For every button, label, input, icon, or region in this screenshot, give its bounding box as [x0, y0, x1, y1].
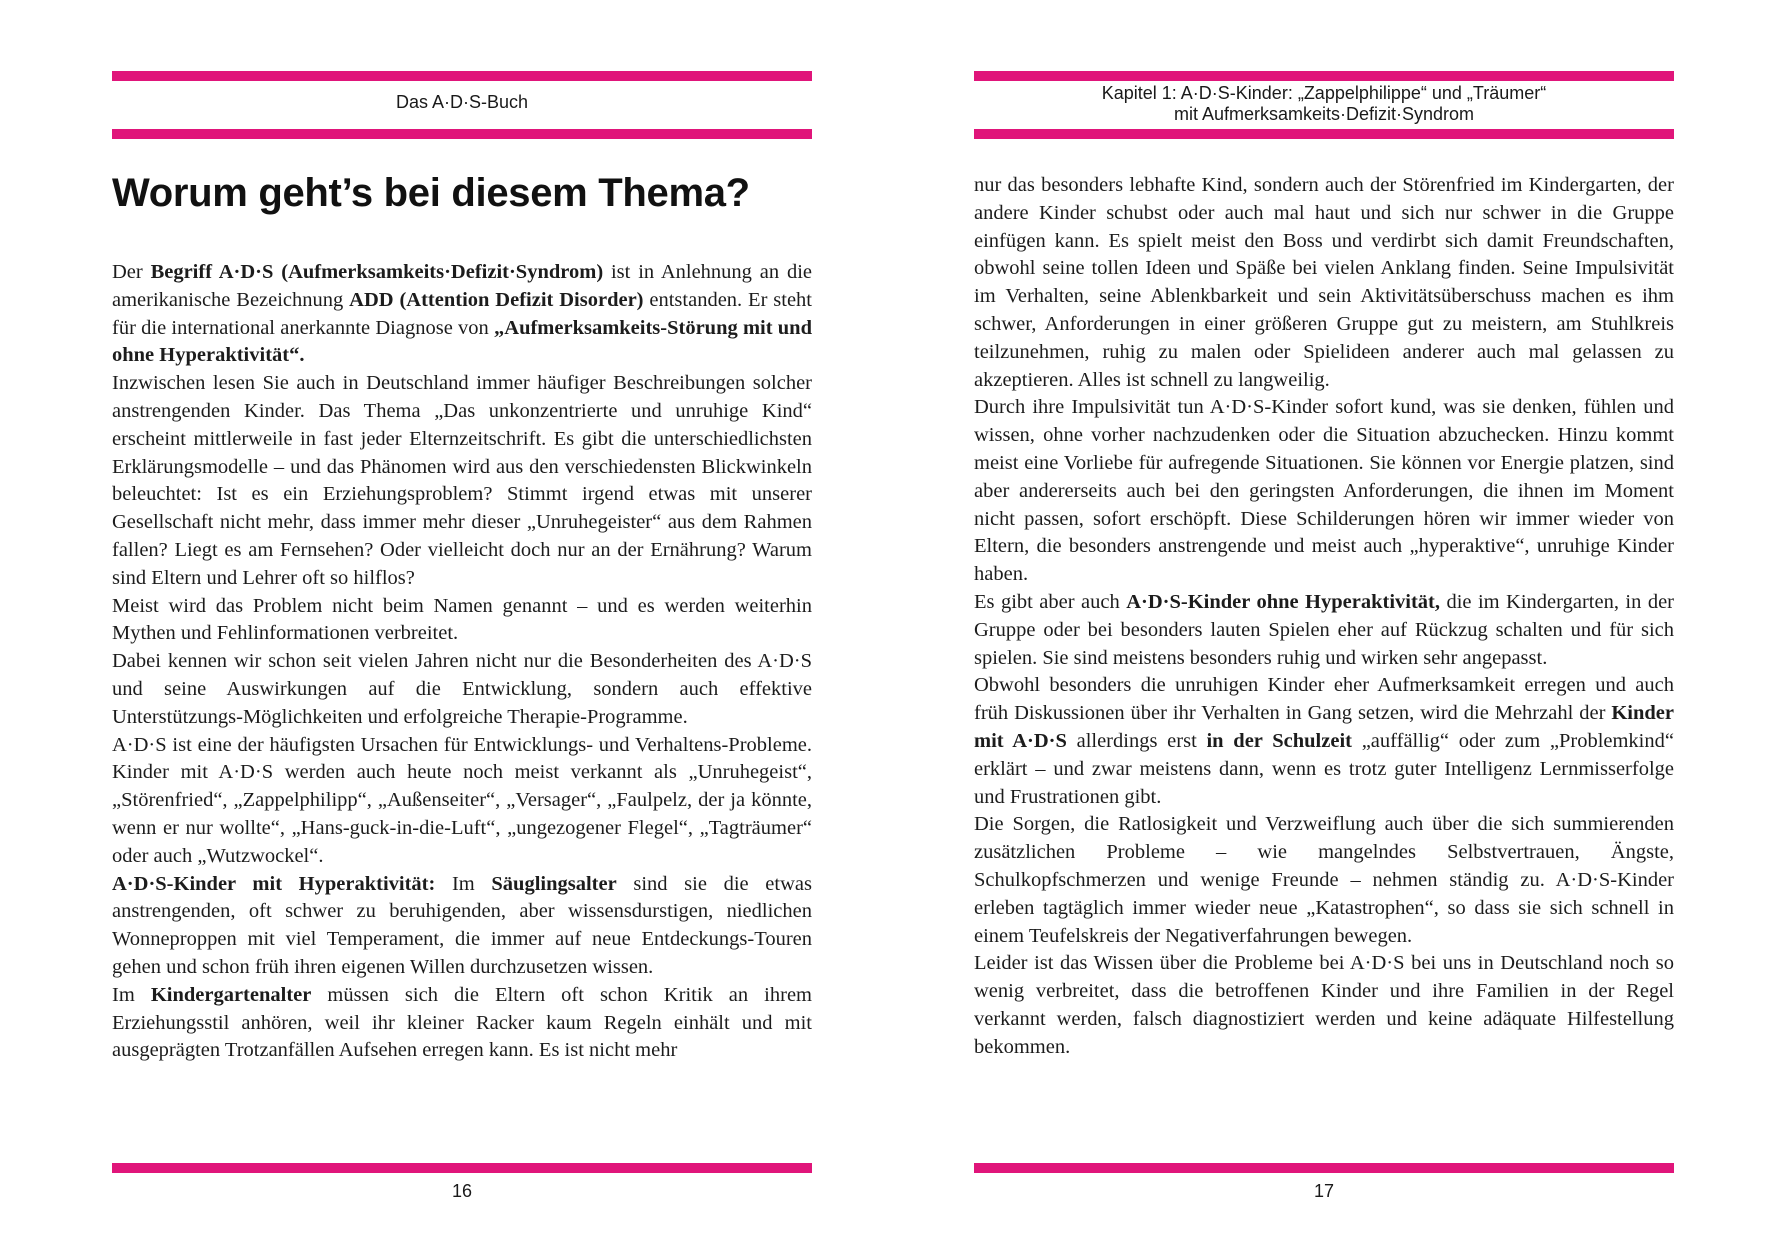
page-number: 17	[1313, 1181, 1335, 1201]
paragraph	[974, 950, 1674, 1061]
text-run: Es gibt aber auch	[974, 590, 1127, 613]
bold-text: A·D·S-Kinder ohne Hyperaktivität,	[1126, 590, 1440, 613]
text-run: nur das besonders lebhafte Kind, sondern auch der Störenfried im Kindergarten, der andere Kinder schubst oder auch mal haut und sich nur schwer in die Gruppe einfügen kann. Es spielt meist den Boss und verdirbt sich damit Freundschaften, obwohl seine tollen Ideen und Späße bei vielen Anklang finden. Seine Impulsivität im Verhalten, seine Ablenkbarkeit und sein Aktivitätsüberschuss machen es ihm schwer, Anforderungen in einer größeren Gruppe gut zu meistern, am Stuhlkreis teilzunehmen, ruhig zu malen oder Spielideen anderer auch mal gelassen zu akzeptieren. Alles ist schnell zu langweilig.	[974, 174, 1674, 391]
bold-text: „Aufmerksamkeits-Störung mit und ohne Hyperaktivität“.	[112, 316, 812, 367]
text-run: Inzwischen lesen Sie auch in Deutschland immer häufiger Beschreibungen solcher anstrengenden Kinder. Das Thema „Das unkonzentrierte und unruhige Kind“ erscheint mittlerweile in fast jeder Elternzeitschrift. Es gibt die unterschiedlichsten Erklärungsmodelle – und das Phänomen wird aus den verschiedensten Blickwinkeln beleuchtet: Ist es ein Erziehungsproblem? Stimmt irgend etwas mit unserer Gesellschaft nicht mehr, dass immer mehr dieser „Unruhegeister“ aus dem Rahmen fallen? Liegt es am Fernsehen? Oder vielleicht doch nur an der Ernährung? Warum sind Eltern und Lehrer oft so hilflos?	[112, 372, 812, 589]
text-run: Meist wird das Problem nicht beim Namen genannt – und es werden weiterhin Mythen und Fehlinformationen verbreitet.	[112, 594, 812, 645]
text-run: Die Sorgen, die Ratlosigkeit und Verzweiflung auch über die sich summierenden zusätzlichen Probleme – wie mangelndes Selbstvertrauen, Ängste, Schulkopfschmerzen und wenige Freunde – nehmen ständig zu. A·D·S-Kinder erleben tagtäglich immer wieder neue „Katastrophen“, so dass sie sich schnell in einem Teufelskreis der Negativerfahrungen bewegen.	[974, 813, 1674, 947]
text-run: müssen sich die Eltern oft schon Kritik an ihrem Erziehungsstil anhören, weil ihr kleiner Racker kaum Regeln einhält und mit ausgeprägten Trotzanfällen Aufsehen erregen kann. Es ist nicht mehr	[112, 983, 813, 1062]
running-head-line-2: mit Aufmerksamkeits·Defizit·Syndrom	[1173, 104, 1475, 124]
bold-text: ADD (Attention Defizit Disorder)	[349, 288, 644, 311]
bold-text: Säuglingsalter	[491, 872, 617, 895]
page-title: Worum geht’s bei diesem Thema?	[112, 171, 750, 215]
paragraph	[112, 648, 812, 731]
header-rule-top	[974, 71, 1674, 81]
running-head	[974, 83, 1674, 125]
paragraph	[974, 672, 1674, 811]
paragraph	[974, 811, 1674, 950]
running-head	[112, 92, 812, 113]
paragraph	[112, 982, 812, 1065]
paragraph	[974, 172, 1674, 394]
header-rule-bottom	[112, 129, 812, 139]
paragraph	[974, 589, 1674, 672]
footer-rule	[974, 1163, 1674, 1173]
text-run: A·D·S ist eine der häufigsten Ursachen für Entwicklungs- und Verhaltens-Probleme. Kinder mit A·D·S werden auch heute noch meist verkannt als „Unruhegeist“, „Störenfried“, „Zappelphilipp“, „Außenseiter“, „Versager“, „Faulpelz, der ja könnte, wenn er nur wollte“, „Hans-guck-in-die-Luft“, „ungezogener Flegel“, „Tagträumer“ oder auch „Wutzwockel“.	[112, 733, 812, 867]
page-number: 16	[451, 1181, 473, 1201]
text-run: allerdings erst	[1066, 729, 1207, 752]
text-run: Im	[112, 983, 151, 1006]
bold-text: Kinder mit A·D·S	[974, 702, 1674, 752]
text-run: Durch ihre Impulsivität tun A·D·S-Kinder sofort kund, was sie denken, fühlen und wissen, ohne vorher nachzudenken oder die Situation abzuchecken. Hinzu kommt meist eine Vorliebe für aufregende Situationen. Sie können vor Energie platzen, sind aber andererseits auch bei den geringsten Anforderungen, die ihnen im Moment nicht passen, sofort erschöpft. Diese Schilderungen hören wir immer wieder von Eltern, die besonders anstrengende und meist auch „hyperaktive“, unruhige Kinder haben.	[974, 396, 1674, 586]
text-run: entstanden. Er steht für die international anerkannte Diagnose von	[112, 288, 813, 339]
text-run: „auffällig“ oder zum „Problemkind“ erklärt – und zwar meistens dann, wenn es trotz guter Intelligenz Lernmisserfolge und Frustrationen gibt.	[974, 729, 1674, 808]
footer-rule	[112, 1163, 812, 1173]
header-rule-top	[112, 71, 812, 81]
text-run: sind sie die etwas anstrengenden, oft schwer zu beruhigenden, aber wissensdurstigen, niedlichen Wonneproppen mit viel Temperament, die immer auf neue Entdeckungs-Touren gehen und schon früh ihren eigenen Willen durchzusetzen wissen.	[112, 872, 812, 978]
paragraph	[112, 370, 812, 592]
text-run: Im	[435, 872, 492, 895]
paragraph	[112, 593, 812, 649]
text-run: ist in Anlehnung an die amerikanische Bezeichnung	[112, 261, 812, 311]
text-run: Dabei kennen wir schon seit vielen Jahren nicht nur die Besonderheiten des A·D·S und seine Auswirkungen auf die Entwicklung, sondern auch effektive Unterstützungs-Möglichkeiten und erfolgreiche Therapie-Programme.	[112, 650, 812, 728]
text-run: Der	[112, 261, 151, 283]
text-run: Obwohl besonders die unruhigen Kinder eher Aufmerksamkeit erregen und auch früh Diskussionen über ihr Verhalten in Gang setzen, wird die Mehrzahl der	[974, 674, 1674, 725]
paragraph	[112, 732, 812, 871]
paragraph	[112, 871, 812, 982]
header-rule-bottom	[974, 129, 1674, 139]
text-run: Leider ist das Wissen über die Probleme bei A·D·S bei uns in Deutschland noch so wenig verbreitet, dass die betroffenen Kinder und ihre Familien in der Regel verkannt werden, falsch diagnostiziert werden und keine adäquate Hilfestellung bekommen.	[974, 952, 1674, 1058]
bold-text: A·D·S-Kinder mit Hyperaktivität:	[112, 872, 436, 895]
paragraph	[112, 259, 812, 370]
bold-text: Kindergartenalter	[150, 983, 312, 1006]
running-head-text: Das A·D·S-Buch	[395, 92, 529, 112]
running-head-line-1: Kapitel 1: A·D·S-Kinder: „Zappelphilippe“ und „Träumer“	[1101, 83, 1547, 103]
text-run: die im Kindergarten, in der Gruppe oder bei besonders lauten Spielen eher auf Rückzug schalten und für sich spielen. Sie sind meistens besonders ruhig und wirken sehr angepasst.	[974, 590, 1674, 669]
body-text	[974, 172, 1674, 1062]
right-page	[974, 0, 1674, 1258]
body-text	[112, 259, 812, 1065]
bold-text: in der Schulzeit	[1206, 729, 1352, 752]
bold-text: Begriff A·D·S (Aufmerksamkeits·Defizit·Syndrom)	[150, 261, 604, 283]
left-page	[112, 0, 812, 1258]
paragraph	[974, 394, 1674, 589]
